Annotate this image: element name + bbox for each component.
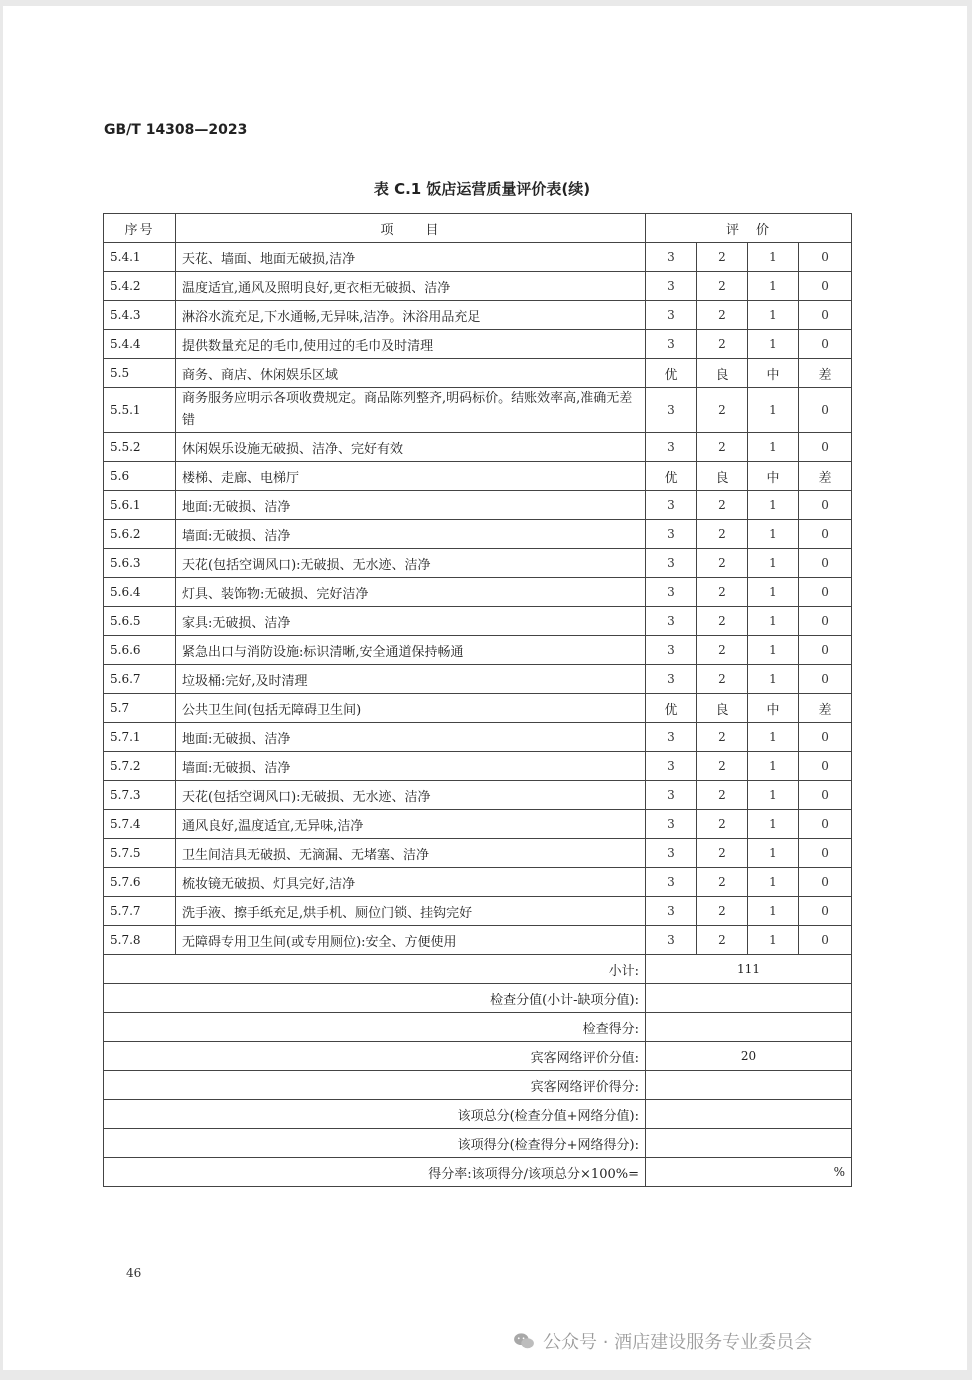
row-item: 无障碍专用卫生间(或专用厕位):安全、方便使用 [176, 926, 646, 955]
grade-score: 1 [748, 433, 799, 462]
table-row [104, 549, 852, 578]
grade-score: 0 [799, 578, 852, 607]
row-number: 5.6.1 [104, 491, 176, 520]
grade-score: 3 [646, 723, 697, 752]
row-number: 5.5.1 [104, 388, 176, 433]
row-number: 5.7 [104, 694, 176, 723]
row-item: 商务服务应明示各项收费规定。商品陈列整齐,明码标价。结账效率高,准确无差错 [176, 388, 646, 433]
grade-score: 1 [748, 636, 799, 665]
grade-score: 2 [697, 665, 748, 694]
grade-score: 3 [646, 520, 697, 549]
row-item: 天花(包括空调风口):无破损、无水迹、洁净 [176, 781, 646, 810]
table-row [104, 781, 852, 810]
grade-score: 1 [748, 781, 799, 810]
grade-score: 2 [697, 549, 748, 578]
wechat-icon [513, 1332, 535, 1350]
row-item: 紧急出口与消防设施:标识清晰,安全通道保持畅通 [176, 636, 646, 665]
grade-score: 2 [697, 926, 748, 955]
table-row [104, 810, 852, 839]
grade-score: 1 [748, 301, 799, 330]
row-number: 5.5.2 [104, 433, 176, 462]
table-row [104, 272, 852, 301]
summary-label: 宾客网络评价分值: [104, 1042, 646, 1071]
grade-label: 优 [646, 462, 697, 491]
page-number: 46 [126, 1266, 142, 1280]
row-number: 5.6.3 [104, 549, 176, 578]
grade-label: 良 [697, 462, 748, 491]
summary-label: 小计: [104, 955, 646, 984]
grade-score: 2 [697, 781, 748, 810]
grade-score: 2 [697, 723, 748, 752]
table-title: 表 C.1 饭店运营质量评价表(续) [373, 180, 591, 198]
grade-score: 3 [646, 636, 697, 665]
row-number: 5.7.5 [104, 839, 176, 868]
table-row [104, 607, 852, 636]
row-number: 5.7.6 [104, 868, 176, 897]
summary-value [646, 1129, 852, 1158]
grade-score: 0 [799, 636, 852, 665]
summary-value [646, 1071, 852, 1100]
grade-score: 0 [799, 665, 852, 694]
grade-score: 2 [697, 897, 748, 926]
grade-score: 0 [799, 723, 852, 752]
grade-score: 1 [748, 388, 799, 433]
grade-score: 3 [646, 781, 697, 810]
grade-label: 中 [748, 694, 799, 723]
grade-score: 1 [748, 549, 799, 578]
grade-score: 1 [748, 665, 799, 694]
table-row [104, 520, 852, 549]
table-row [104, 868, 852, 897]
grade-score: 3 [646, 665, 697, 694]
grade-score: 0 [799, 926, 852, 955]
grade-label: 优 [646, 359, 697, 388]
grade-score: 2 [697, 839, 748, 868]
grade-score: 3 [646, 388, 697, 433]
column-header-no: 序号 [104, 214, 176, 243]
summary-row [104, 1129, 852, 1158]
grade-score: 1 [748, 607, 799, 636]
summary-label: 该项总分(检查分值+网络分值): [104, 1100, 646, 1129]
row-number: 5.6.7 [104, 665, 176, 694]
row-item: 楼梯、走廊、电梯厅 [176, 462, 646, 491]
grade-label: 差 [799, 462, 852, 491]
row-item: 家具:无破损、洁净 [176, 607, 646, 636]
row-item: 地面:无破损、洁净 [176, 723, 646, 752]
row-number: 5.7.8 [104, 926, 176, 955]
row-number: 5.7.1 [104, 723, 176, 752]
watermark-text: 公众号 · 酒店建设服务专业委员会 [543, 1332, 813, 1353]
row-item: 公共卫生间(包括无障碍卫生间) [176, 694, 646, 723]
summary-value: 20 [646, 1042, 852, 1071]
row-number: 5.6 [104, 462, 176, 491]
table-row [104, 897, 852, 926]
grade-score: 3 [646, 607, 697, 636]
summary-row [104, 1158, 852, 1187]
grade-score: 3 [646, 839, 697, 868]
grade-score: 2 [697, 433, 748, 462]
summary-row [104, 1100, 852, 1129]
table-row [104, 636, 852, 665]
row-item: 天花(包括空调风口):无破损、无水迹、洁净 [176, 549, 646, 578]
grade-score: 0 [799, 433, 852, 462]
row-number: 5.6.2 [104, 520, 176, 549]
row-item: 灯具、装饰物:无破损、完好洁净 [176, 578, 646, 607]
row-item: 卫生间洁具无破损、无滴漏、无堵塞、洁净 [176, 839, 646, 868]
grade-score: 3 [646, 897, 697, 926]
grade-score: 0 [799, 243, 852, 272]
grade-score: 1 [748, 491, 799, 520]
grade-score: 1 [748, 578, 799, 607]
grade-score: 0 [799, 607, 852, 636]
table-row [104, 491, 852, 520]
grade-score: 1 [748, 520, 799, 549]
summary-value [646, 1013, 852, 1042]
row-item: 梳妆镜无破损、灯具完好,洁净 [176, 868, 646, 897]
grade-score: 0 [799, 810, 852, 839]
section-row [104, 694, 852, 723]
grade-score: 3 [646, 868, 697, 897]
row-item: 垃圾桶:完好,及时清理 [176, 665, 646, 694]
grade-score: 2 [697, 810, 748, 839]
row-item: 墙面:无破损、洁净 [176, 520, 646, 549]
table-header-row [104, 214, 852, 243]
grade-score: 0 [799, 272, 852, 301]
grade-score: 1 [748, 839, 799, 868]
row-number: 5.6.4 [104, 578, 176, 607]
table-row [104, 839, 852, 868]
grade-score: 0 [799, 301, 852, 330]
grade-score: 2 [697, 752, 748, 781]
table-row [104, 723, 852, 752]
table-row [104, 301, 852, 330]
grade-label: 良 [697, 694, 748, 723]
summary-label: 得分率:该项得分/该项总分×100%= [104, 1158, 646, 1187]
grade-score: 2 [697, 388, 748, 433]
row-item: 通风良好,温度适宜,无异味,洁净 [176, 810, 646, 839]
summary-value: % [646, 1158, 852, 1187]
grade-score: 2 [697, 520, 748, 549]
row-number: 5.7.7 [104, 897, 176, 926]
section-row [104, 359, 852, 388]
row-number: 5.4.3 [104, 301, 176, 330]
grade-score: 0 [799, 781, 852, 810]
row-item: 休闲娱乐设施无破损、洁净、完好有效 [176, 433, 646, 462]
grade-score: 0 [799, 752, 852, 781]
row-item: 天花、墙面、地面无破损,洁净 [176, 243, 646, 272]
grade-score: 0 [799, 388, 852, 433]
summary-row [104, 1013, 852, 1042]
row-number: 5.5 [104, 359, 176, 388]
summary-row [104, 955, 852, 984]
row-item: 温度适宜,通风及照明良好,更衣柜无破损、洁净 [176, 272, 646, 301]
grade-score: 3 [646, 272, 697, 301]
summary-label: 宾客网络评价得分: [104, 1071, 646, 1100]
grade-score: 2 [697, 636, 748, 665]
row-number: 5.7.2 [104, 752, 176, 781]
grade-label: 差 [799, 694, 852, 723]
row-number: 5.4.2 [104, 272, 176, 301]
watermark [513, 1328, 812, 1354]
row-number: 5.7.3 [104, 781, 176, 810]
table-row [104, 752, 852, 781]
grade-label: 良 [697, 359, 748, 388]
summary-value [646, 984, 852, 1013]
grade-score: 1 [748, 243, 799, 272]
summary-row [104, 984, 852, 1013]
grade-score: 3 [646, 752, 697, 781]
grade-score: 3 [646, 549, 697, 578]
table-row [104, 388, 852, 433]
evaluation-table [103, 213, 852, 1187]
grade-label: 中 [748, 359, 799, 388]
row-item: 洗手液、擦手纸充足,烘手机、厕位门锁、挂钩完好 [176, 897, 646, 926]
section-row [104, 462, 852, 491]
grade-score: 1 [748, 868, 799, 897]
grade-score: 3 [646, 810, 697, 839]
bottom-band [0, 1370, 972, 1380]
grade-score: 0 [799, 330, 852, 359]
standard-code: GB/T 14308—2023 [104, 122, 248, 138]
grade-label: 中 [748, 462, 799, 491]
column-header-rating: 评 价 [646, 214, 852, 243]
grade-score: 2 [697, 578, 748, 607]
row-number: 5.6.5 [104, 607, 176, 636]
grade-score: 1 [748, 272, 799, 301]
summary-value [646, 1100, 852, 1129]
grade-score: 2 [697, 868, 748, 897]
grade-label: 优 [646, 694, 697, 723]
grade-score: 2 [697, 607, 748, 636]
table-row [104, 578, 852, 607]
grade-score: 1 [748, 330, 799, 359]
grade-score: 3 [646, 243, 697, 272]
table-row [104, 243, 852, 272]
grade-score: 2 [697, 491, 748, 520]
row-number: 5.6.6 [104, 636, 176, 665]
grade-score: 3 [646, 578, 697, 607]
grade-score: 3 [646, 330, 697, 359]
summary-value: 111 [646, 955, 852, 984]
grade-score: 2 [697, 330, 748, 359]
row-item: 淋浴水流充足,下水通畅,无异味,洁净。沐浴用品充足 [176, 301, 646, 330]
table-row [104, 433, 852, 462]
grade-score: 3 [646, 491, 697, 520]
summary-label: 检查分值(小计-缺项分值): [104, 984, 646, 1013]
table-row [104, 926, 852, 955]
summary-label: 该项得分(检查得分+网络得分): [104, 1129, 646, 1158]
grade-score: 2 [697, 243, 748, 272]
table-row [104, 330, 852, 359]
grade-score: 1 [748, 810, 799, 839]
row-item: 地面:无破损、洁净 [176, 491, 646, 520]
grade-score: 3 [646, 926, 697, 955]
grade-score: 1 [748, 752, 799, 781]
grade-label: 差 [799, 359, 852, 388]
grade-score: 0 [799, 549, 852, 578]
row-item: 商务、商店、休闲娱乐区域 [176, 359, 646, 388]
summary-row [104, 1071, 852, 1100]
grade-score: 2 [697, 301, 748, 330]
grade-score: 1 [748, 723, 799, 752]
grade-score: 0 [799, 868, 852, 897]
grade-score: 0 [799, 520, 852, 549]
grade-score: 3 [646, 301, 697, 330]
grade-score: 1 [748, 926, 799, 955]
grade-score: 3 [646, 433, 697, 462]
column-header-item: 项 目 [176, 214, 646, 243]
grade-score: 1 [748, 897, 799, 926]
summary-row [104, 1042, 852, 1071]
row-number: 5.4.1 [104, 243, 176, 272]
row-number: 5.7.4 [104, 810, 176, 839]
grade-score: 0 [799, 839, 852, 868]
grade-score: 2 [697, 272, 748, 301]
row-item: 提供数量充足的毛巾,使用过的毛巾及时清理 [176, 330, 646, 359]
grade-score: 0 [799, 491, 852, 520]
summary-label: 检查得分: [104, 1013, 646, 1042]
row-number: 5.4.4 [104, 330, 176, 359]
row-item: 墙面:无破损、洁净 [176, 752, 646, 781]
table-row [104, 665, 852, 694]
grade-score: 0 [799, 897, 852, 926]
